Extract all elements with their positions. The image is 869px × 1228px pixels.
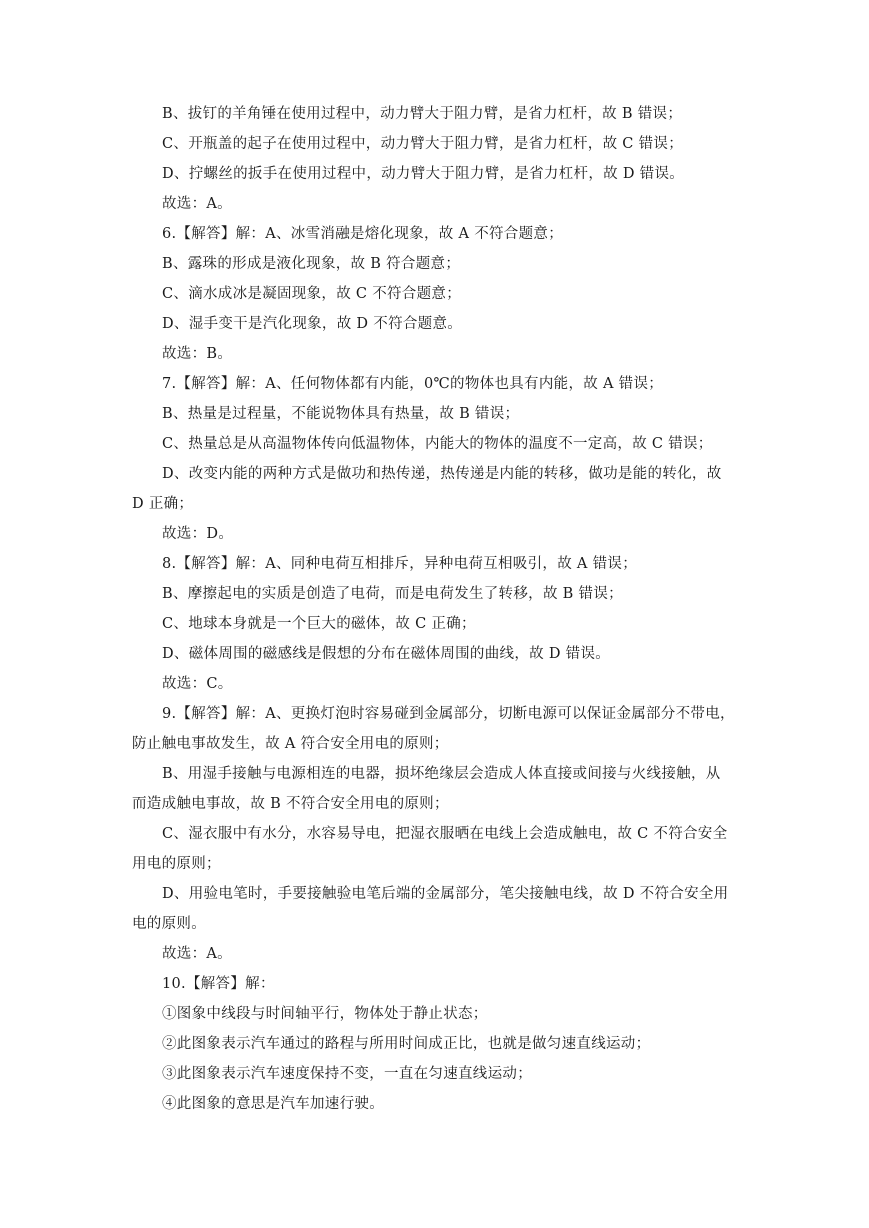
answer-line: ①图象中线段与时间轴平行，物体处于静止状态； [162,1006,488,1022]
conclusion-line: 故选：B。 [162,346,233,362]
answer-line: ④此图象的意思是汽车加速行驶。 [162,1096,384,1112]
answer-line-continued: 用电的原则； [132,856,221,872]
answer-line: D、拧螺丝的扳手在使用过程中，动力臂大于阻力臂，是省力杠杆，故 D 错误。 [162,166,685,182]
answer-line: D、改变内能的两种方式是做功和热传递，热传递是内能的转移，做功是能的转化，故 [162,466,722,482]
answer-line: D、湿手变干是汽化现象，故 D 不符合题意。 [162,316,463,332]
answer-line: C、热量总是从高温物体传向低温物体，内能大的物体的温度不一定高，故 C 错误； [162,436,713,452]
answer-line-continued: 电的原则。 [132,916,206,932]
answer-line: B、摩擦起电的实质是创造了电荷，而是电荷发生了转移，故 B 错误； [162,586,623,602]
answer-line: C、滴水成冰是凝固现象，故 C 不符合题意； [162,286,462,302]
answer-line: C、地球本身就是一个巨大的磁体，故 C 正确； [162,616,476,632]
question-heading: 7.【解答】解：A、任何物体都有内能，0℃的物体也具有内能，故 A 错误； [162,376,664,392]
question-heading: 9.【解答】解：A、更换灯泡时容易碰到金属部分，切断电源可以保证金属部分不带电， [162,706,735,722]
question-heading: 6.【解答】解：A、冰雪消融是熔化现象，故 A 不符合题意； [162,226,563,242]
answer-line: C、湿衣服中有水分，水容易导电，把湿衣服晒在电线上会造成触电，故 C 不符合安全 [162,826,728,842]
conclusion-line: 故选：C。 [162,676,233,692]
answer-line: ②此图象表示汽车通过的路程与所用时间成正比，也就是做匀速直线运动； [162,1036,651,1052]
answer-line: B、露珠的形成是液化现象，故 B 符合题意； [162,256,461,272]
answer-line: ③此图象表示汽车速度保持不变，一直在匀速直线运动； [162,1066,532,1082]
question-heading: 8.【解答】解：A、同种电荷互相排斥，异种电荷互相吸引，故 A 错误； [162,556,637,572]
answer-line: C、开瓶盖的起子在使用过程中，动力臂大于阻力臂，是省力杠杆，故 C 错误； [162,136,684,152]
answer-line-continued: 防止触电事故发生，故 A 符合安全用电的原则； [132,736,449,752]
answer-line: B、热量是过程量，不能说物体具有热量，故 B 错误； [162,406,520,422]
conclusion-line: 故选：A。 [162,196,232,212]
question-heading: 10.【解答】解： [162,976,275,992]
answer-line: B、拔钉的羊角锤在使用过程中，动力臂大于阻力臂，是省力杠杆，故 B 错误； [162,106,683,122]
answer-line-continued: D 正确； [132,496,194,512]
conclusion-line: 故选：D。 [162,526,234,542]
answer-line-continued: 而造成触电事故，故 B 不符合安全用电的原则； [132,796,449,812]
answer-line: D、用验电笔时，手要接触验电笔后端的金属部分，笔尖接触电线，故 D 不符合安全用 [162,886,729,902]
conclusion-line: 故选：A。 [162,946,232,962]
answer-line: D、磁体周围的磁感线是假想的分布在磁体周围的曲线，故 D 错误。 [162,646,611,662]
answer-line: B、用湿手接触与电源相连的电器，损坏绝缘层会造成人体直接或间接与火线接触，从 [162,766,721,782]
